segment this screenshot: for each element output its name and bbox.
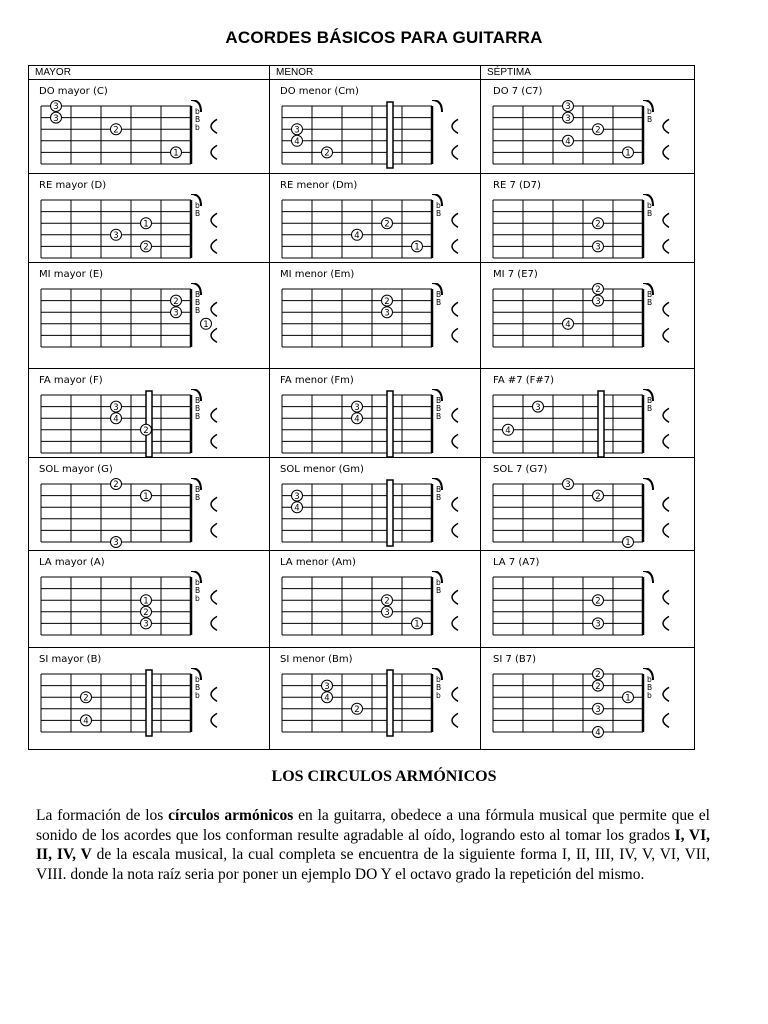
chord-cell (270, 648, 481, 750)
chord-row (29, 369, 695, 458)
chord-name: LA menor (Am) (280, 557, 356, 568)
chord-cell (481, 80, 695, 174)
chord-name: MI menor (Em) (280, 269, 355, 280)
guitar-body-curve (663, 713, 669, 727)
guitar-body-curve (452, 497, 458, 511)
guitar-body-curve (452, 523, 458, 537)
guitar-body-curve (452, 408, 458, 422)
page-title: ACORDES BÁSICOS PARA GUITARRA (225, 28, 543, 47)
finger-number: 4 (83, 716, 89, 727)
chord-diagram (278, 283, 468, 365)
chord-diagram (278, 668, 468, 750)
guitar-body-curve (452, 119, 458, 133)
finger-number: 1 (173, 148, 179, 159)
finger-number: 1 (625, 538, 631, 549)
guitar-body-curve (663, 302, 669, 316)
chord-row (29, 648, 695, 750)
string-label: B (436, 396, 442, 405)
finger-number: 2 (595, 596, 601, 607)
chord-diagram (278, 571, 468, 653)
chord-cell (29, 458, 270, 551)
finger-number: 3 (53, 113, 59, 124)
paragraph-text-1: La formación de los (36, 807, 169, 824)
chord-row (29, 458, 695, 551)
finger-number: 1 (143, 596, 149, 607)
string-label: b (195, 201, 200, 210)
guitar-body-curve (663, 687, 669, 701)
guitar-body-curve (663, 616, 669, 630)
chord-diagram (37, 478, 227, 560)
string-label: b (647, 201, 652, 210)
guitar-body-curve (452, 302, 458, 316)
chord-row (29, 80, 695, 174)
guitar-body-curve (211, 616, 217, 630)
guitar-body-curve (663, 590, 669, 604)
chord-cell (270, 369, 481, 458)
guitar-body-curve (211, 434, 217, 448)
chord-cell (270, 263, 481, 369)
barre-marker (387, 391, 393, 457)
finger-number: 3 (113, 538, 119, 549)
column-header-mayor: MAYOR (29, 66, 270, 80)
chord-name: RE menor (Dm) (280, 180, 358, 191)
string-label: B (195, 586, 201, 595)
section-title: LOS CIRCULOS ARMÓNICOS (271, 768, 497, 785)
string-label: b (436, 675, 441, 684)
string-label: B (195, 298, 201, 307)
finger-number: 2 (143, 426, 149, 436)
chord-diagram (278, 100, 468, 182)
chord-cell (481, 551, 695, 648)
finger-number: 1 (143, 219, 149, 230)
string-label: B (436, 485, 442, 494)
finger-number: 3 (113, 402, 119, 413)
chord-diagram (489, 100, 679, 182)
finger-number: 2 (595, 219, 601, 230)
chord-cell (29, 80, 270, 174)
string-label: B (195, 485, 201, 494)
chord-diagram (37, 100, 227, 182)
chord-name: MI mayor (E) (39, 269, 104, 280)
finger-number: 2 (384, 596, 390, 607)
finger-number: 3 (535, 402, 541, 413)
finger-number: 4 (505, 426, 511, 436)
guitar-body-curve (452, 434, 458, 448)
finger-number: 3 (294, 125, 300, 136)
string-label: b (195, 578, 200, 587)
chord-cell (29, 648, 270, 750)
barre-marker (387, 480, 393, 546)
finger-number: 2 (113, 480, 119, 491)
barre-marker (387, 670, 393, 736)
chord-cell (29, 551, 270, 648)
chord-diagram (37, 571, 227, 653)
finger-number: 2 (83, 693, 89, 704)
string-label: b (195, 675, 200, 684)
guitar-body-curve (211, 408, 217, 422)
guitar-body-curve (452, 713, 458, 727)
chord-name: RE 7 (D7) (493, 180, 541, 191)
chord-diagram (278, 478, 468, 560)
chord-cell (481, 369, 695, 458)
chord-name: RE mayor (D) (39, 180, 107, 191)
guitar-body-curve (663, 523, 669, 537)
string-label: b (647, 675, 652, 684)
string-label: b (195, 691, 200, 700)
chord-diagram (489, 478, 679, 560)
chord-name: MI 7 (E7) (493, 269, 538, 280)
string-label: B (647, 290, 653, 299)
finger-number: 4 (113, 414, 119, 425)
finger-number: 1 (625, 693, 631, 704)
finger-number: 2 (595, 125, 601, 136)
string-label: B (195, 306, 201, 315)
finger-number: 4 (354, 414, 360, 425)
finger-number: 3 (143, 619, 149, 630)
paragraph (36, 806, 710, 884)
chord-diagram (37, 283, 227, 365)
headstock-curve (643, 478, 653, 490)
string-label: b (436, 201, 441, 210)
headstock-curve (432, 100, 442, 112)
string-label: B (436, 493, 442, 502)
chord-cell (481, 174, 695, 263)
finger-number: 2 (143, 608, 149, 618)
finger-number: 2 (595, 491, 601, 502)
chord-table (28, 65, 695, 750)
string-label: B (436, 404, 442, 413)
chord-cell (270, 80, 481, 174)
finger-number: 3 (324, 681, 330, 692)
guitar-body-curve (211, 523, 217, 537)
guitar-body-curve (663, 497, 669, 511)
chord-name: DO mayor (C) (39, 86, 108, 97)
guitar-body-curve (211, 713, 217, 727)
finger-number: 2 (384, 296, 390, 307)
chord-diagram (489, 668, 679, 750)
guitar-body-curve (663, 434, 669, 448)
chord-name: SI menor (Bm) (280, 654, 353, 665)
finger-number: 2 (354, 705, 360, 715)
chord-name: SI mayor (B) (39, 654, 102, 665)
finger-number: 4 (565, 137, 571, 147)
column-header-septima: SÉPTIMA (481, 66, 695, 80)
chord-diagram (489, 571, 679, 653)
finger-number: 3 (384, 308, 390, 319)
guitar-body-curve (452, 590, 458, 604)
guitar-body-curve (211, 590, 217, 604)
guitar-body-curve (452, 616, 458, 630)
string-label: b (647, 691, 652, 700)
chord-name: LA 7 (A7) (493, 557, 540, 568)
string-label: B (195, 115, 201, 124)
string-label: B (195, 683, 201, 692)
string-label: b (436, 578, 441, 587)
finger-number: 3 (595, 242, 601, 253)
finger-number: 2 (113, 125, 119, 136)
finger-number: 3 (565, 113, 571, 124)
string-label: B (647, 396, 653, 405)
guitar-body-curve (211, 145, 217, 159)
chord-cell (481, 648, 695, 750)
finger-number: 1 (625, 148, 631, 159)
paragraph-text-3: de la escala musical, la cual completa se encuentra de la siguiente forma I, II, III, IV, V, VI, VII, VIII. donde la nota raíz seria por poner un ejemplo DO Y el octavo grado la repetición del mismo. (36, 846, 710, 883)
string-label: B (195, 412, 201, 421)
guitar-body-curve (663, 408, 669, 422)
guitar-body-curve (663, 119, 669, 133)
string-label: B (647, 404, 653, 413)
string-label: B (436, 586, 442, 595)
finger-number: 3 (173, 308, 179, 319)
finger-number: 3 (595, 705, 601, 715)
finger-number: 3 (595, 619, 601, 630)
chord-name: FA #7 (F#7) (493, 375, 555, 386)
string-label: B (647, 683, 653, 692)
finger-number: 4 (565, 320, 571, 330)
guitar-body-curve (211, 213, 217, 227)
guitar-body-curve (452, 328, 458, 342)
guitar-body-curve (663, 239, 669, 253)
string-label: B (436, 290, 442, 299)
paragraph-text-2: en la guitarra, obedece a una fórmula musical que permite que el sonido de los acordes que los conforman resulte agradable al oído, logrando esto al tomar los grados (36, 807, 710, 844)
string-label: B (436, 412, 442, 421)
finger-number: 1 (414, 619, 420, 630)
finger-number: 3 (113, 231, 119, 241)
finger-number: 2 (324, 148, 330, 159)
string-label: B (195, 290, 201, 299)
guitar-body-curve (211, 119, 217, 133)
string-label: b (647, 107, 652, 116)
chord-name: DO 7 (C7) (493, 86, 543, 97)
barre-marker (387, 102, 393, 168)
string-label: B (195, 404, 201, 413)
finger-number: 2 (384, 219, 390, 230)
string-label: B (195, 209, 201, 218)
finger-number: 3 (565, 480, 571, 491)
finger-number: 4 (595, 728, 601, 739)
guitar-body-curve (452, 145, 458, 159)
chord-name: SOL 7 (G7) (493, 464, 548, 475)
string-label: B (647, 209, 653, 218)
finger-number: 3 (53, 102, 59, 113)
string-label: B (436, 683, 442, 692)
chord-cell (29, 263, 270, 369)
chord-cell (270, 551, 481, 648)
chord-cell (481, 458, 695, 551)
chord-row (29, 551, 695, 648)
string-label: b (195, 107, 200, 116)
string-label: B (195, 396, 201, 405)
guitar-body-curve (211, 302, 217, 316)
chord-diagram (37, 668, 227, 750)
guitar-body-curve (211, 687, 217, 701)
finger-number: 2 (173, 296, 179, 307)
chord-body (29, 80, 695, 750)
string-label: B (436, 298, 442, 307)
headstock-curve (643, 571, 653, 583)
chord-cell (29, 369, 270, 458)
finger-number: 3 (294, 491, 300, 502)
finger-number: 3 (354, 402, 360, 413)
chord-name: SOL menor (Gm) (280, 464, 364, 475)
string-label: b (195, 123, 200, 132)
chord-cell (270, 458, 481, 551)
guitar-body-curve (211, 497, 217, 511)
string-label: B (647, 115, 653, 124)
guitar-body-curve (663, 145, 669, 159)
finger-number: 1 (203, 320, 209, 330)
finger-number: 4 (294, 503, 300, 514)
finger-number: 2 (143, 242, 149, 253)
guitar-body-curve (211, 328, 217, 342)
chord-name: LA mayor (A) (39, 557, 105, 568)
chord-row (29, 174, 695, 263)
paragraph-bold-1: círculos armónicos (168, 807, 294, 824)
chord-name: SOL mayor (G) (39, 464, 113, 475)
barre-marker (146, 670, 152, 736)
barre-marker (598, 391, 604, 457)
guitar-body-curve (663, 328, 669, 342)
finger-number: 1 (414, 242, 420, 253)
guitar-body-curve (211, 239, 217, 253)
finger-number: 4 (354, 231, 360, 241)
guitar-body-curve (452, 687, 458, 701)
guitar-body-curve (452, 239, 458, 253)
string-label: b (195, 594, 200, 603)
chord-cell (29, 174, 270, 263)
column-header-menor: MENOR (270, 66, 481, 80)
chord-name: FA mayor (F) (39, 375, 103, 386)
string-label: B (195, 493, 201, 502)
finger-number: 4 (324, 693, 330, 704)
finger-number: 1 (143, 491, 149, 502)
finger-number: 3 (384, 608, 390, 618)
finger-number: 2 (595, 681, 601, 692)
chord-cell (481, 263, 695, 369)
string-label: B (647, 298, 653, 307)
finger-number: 2 (595, 670, 601, 681)
guitar-body-curve (663, 213, 669, 227)
finger-number: 3 (595, 296, 601, 307)
chord-cell (270, 174, 481, 263)
chord-row (29, 263, 695, 369)
finger-number: 4 (294, 137, 300, 147)
chord-name: DO menor (Cm) (280, 86, 359, 97)
string-label: B (436, 209, 442, 218)
chord-name: SI 7 (B7) (493, 654, 537, 665)
string-label: b (436, 691, 441, 700)
finger-number: 2 (595, 285, 601, 296)
guitar-body-curve (452, 213, 458, 227)
finger-number: 3 (565, 102, 571, 113)
chord-name: FA menor (Fm) (280, 375, 354, 386)
chord-diagram (489, 283, 679, 365)
paragraph-bold-2: I, VI, II, IV, V (36, 826, 710, 863)
